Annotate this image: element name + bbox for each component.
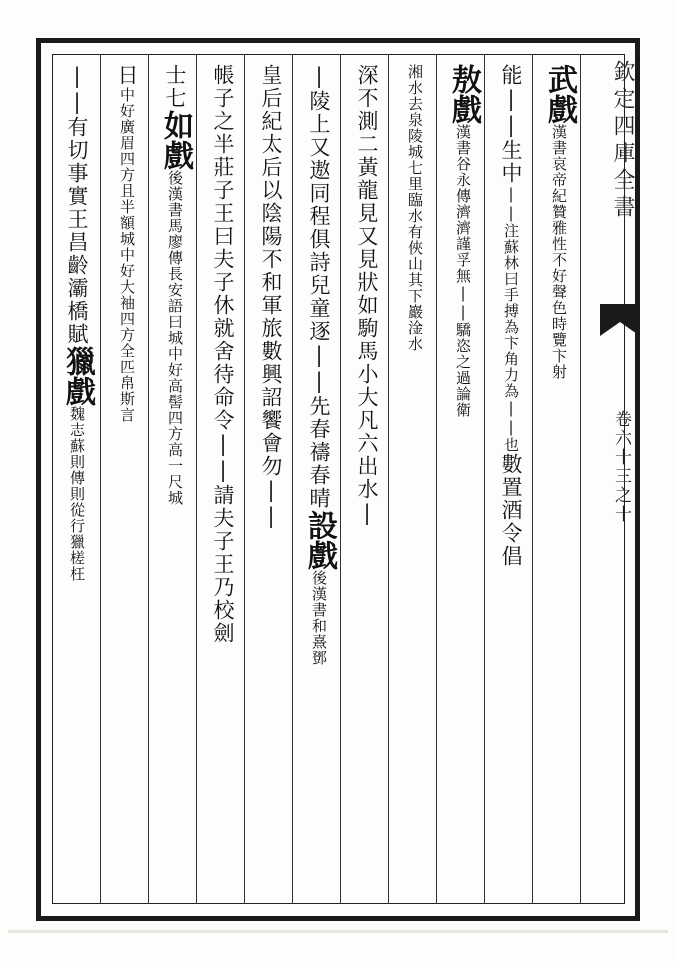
text-column-11 [56,64,100,900]
scan-edge-shadow [8,930,668,933]
body-text: 能||生中 [499,64,523,185]
text-column-9 [152,64,198,900]
entry-heading: 如戲 [158,110,193,170]
annotation: 中好廣眉四方且半額城中好大袖四方全匹帛斯言 [118,87,136,423]
annotation: 漢書哀帝紀贊雅性不好聲色時覽卞射 [550,124,568,380]
text-column-2 [488,64,534,900]
body-text: 深不測二黃龍見又見狀如駒馬小大凡六出水| [355,64,379,527]
body-text: 士七 [163,64,187,110]
entry-heading: 設戲 [302,510,337,570]
text-column-8 [200,64,246,900]
book-title-margin: 欽定四庫全書 [610,60,635,222]
text-column-3 [440,64,486,900]
annotation: 後漢書馬廖傳長安語曰城中好高髻四方高一尺城 [166,170,184,506]
body-text: 皇后紀太后以陰陽不和軍旅數興詔饗會勿|| [259,64,283,530]
body-text: |陵上又遨同程俱詩兒童逐||先春禱春晴 [307,64,331,510]
body-text: 帳子之半莊子王曰夫子休就舍待命令||請夫子王乃校劍 [211,64,235,645]
text-column-10 [104,64,150,900]
text-column-6 [296,64,342,900]
annotation: 魏志蘇則傳則從行獵槎枉 [68,406,86,582]
body-text: 數置酒令倡 [499,453,523,568]
fish-tail-mark-icon [596,300,644,340]
annotation: 漢書谷永傳濟濟謹孚無||驕恣之過論衛 [454,124,472,418]
volume-label-margin: 卷六十三之十 [611,410,631,524]
entry-heading: 武戲 [542,64,577,124]
annotation: 後漢書和熹鄧 [310,570,328,666]
column-rule [100,54,101,904]
text-column-7 [248,64,294,900]
text-column-4 [392,64,438,900]
text-column-1 [536,64,582,900]
entry-heading: 獵戲 [60,346,95,406]
annotation: ||注蘇林曰手搏為卞角力為||也 [502,185,520,453]
entry-heading: 敖戲 [446,64,481,124]
body-text: 日 [115,64,139,87]
text-column-5 [344,64,390,900]
annotation: 湘水去泉陵城七里臨水有俠山其下巖淦水 [406,64,424,352]
body-text: ||有切事實王昌齡灞橋賦 [65,64,89,346]
